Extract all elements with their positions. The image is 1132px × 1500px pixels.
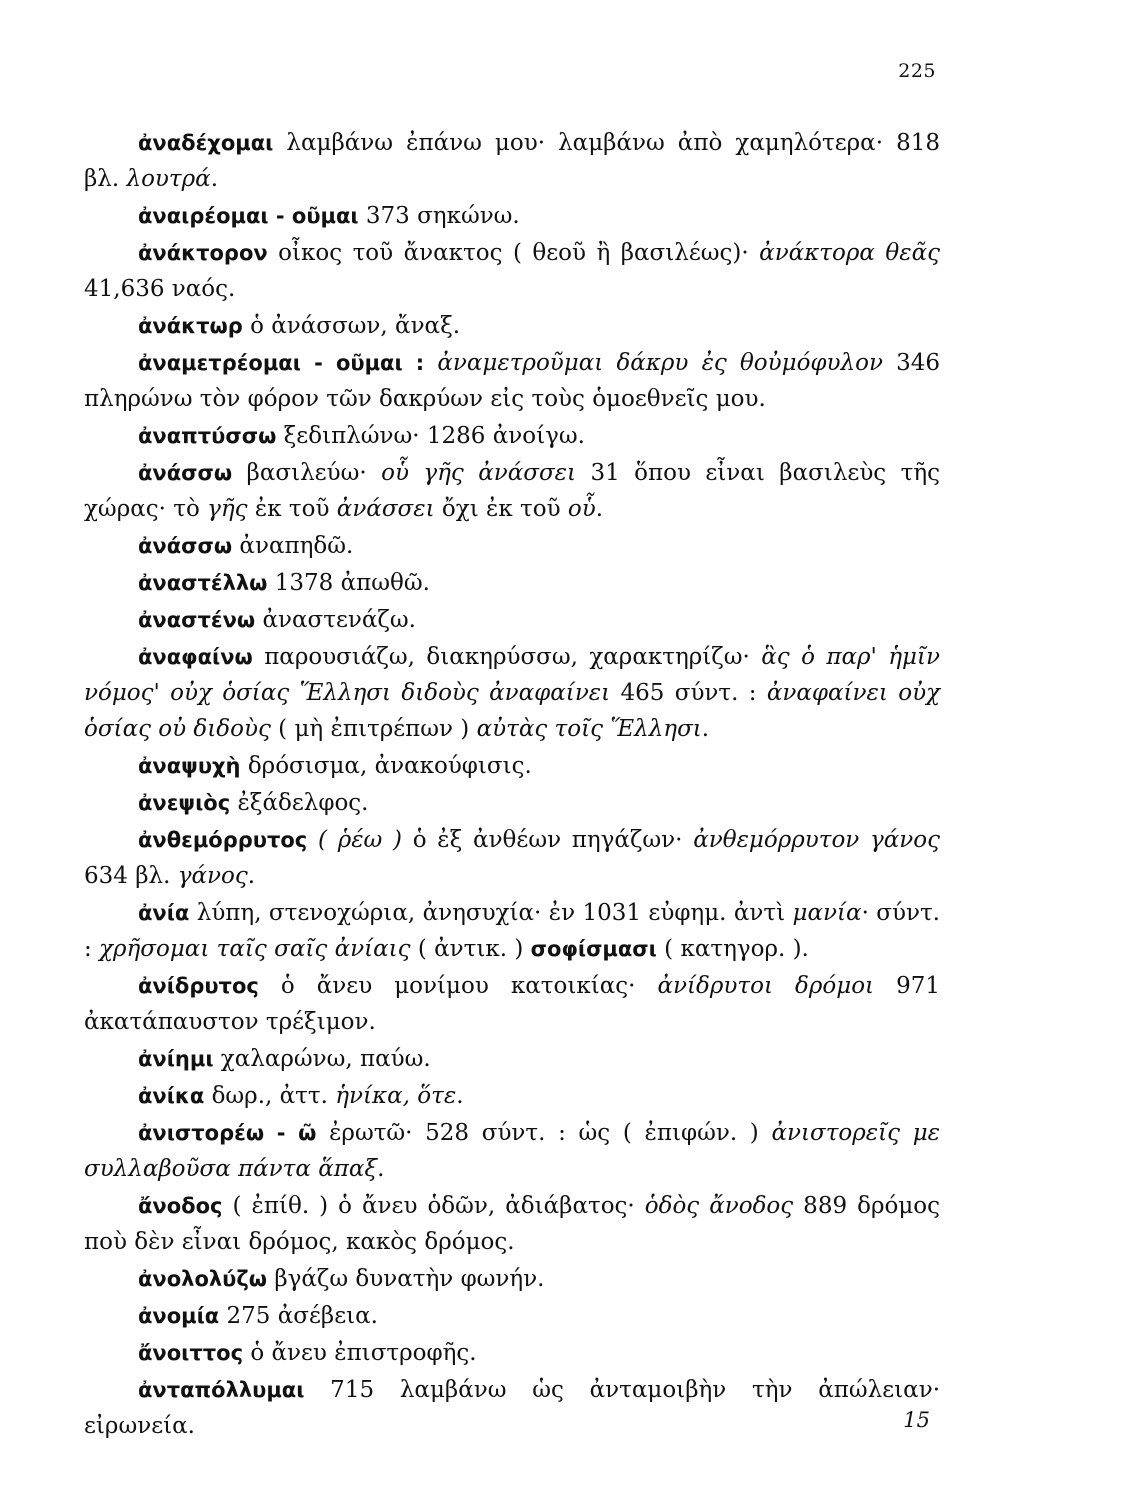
entry-headword: ἀναδέχομαι: [138, 131, 274, 155]
italic-text: ἀναμετροῦμαι δάκρυ ἐς θοὐμόφυλον: [437, 350, 883, 376]
entry-text: οἶκος τοῦ ἄνακτος ( θεοῦ ἢ βασιλέως)·: [267, 240, 760, 266]
entry-text: χαλαρώνω, παύω.: [213, 1046, 431, 1072]
italic-text: χρῆσομαι ταῖς σαῖς ἀνίαις: [99, 936, 411, 962]
entry-headword: ἀναστέλλω: [138, 571, 268, 595]
italic-text: οὗ: [567, 496, 596, 522]
signature-mark: 15: [903, 1408, 930, 1432]
glossary-entry: [84, 1115, 940, 1187]
entry-headword: ἀνάκτωρ: [138, 314, 243, 338]
entry-text: παρουσιάζω, διακηρύσσω, χαρακτηρίζω·: [252, 644, 762, 670]
entry-headword: ἀνιστορέω - ῶ: [138, 1121, 317, 1145]
glossary-entry: [84, 1041, 940, 1077]
entry-text: 275 ἀσέβεια.: [219, 1303, 378, 1329]
entry-headword: ἀναστένω: [138, 608, 256, 632]
entry-text: 346 πληρώνω τὸν φόρον τῶν δακρύων εἰς τοὺς ὁμοεθνεῖς μου.: [84, 350, 941, 412]
entry-headword: ἀνίκα: [138, 1084, 205, 1108]
glossary-entry: [84, 822, 940, 894]
glossary-entry: [84, 785, 940, 821]
entry-headword: ἀνάκτορον: [138, 241, 268, 265]
entry-text: λύπη, στενοχώρια, ἀνησυχία· ἐν 1031 εὐφημ. ἀντὶ: [189, 900, 793, 926]
entry-text: 634 βλ.: [84, 863, 178, 889]
glossary-entry: [84, 1335, 940, 1371]
page-number: 225: [898, 60, 936, 82]
entry-text: 465 σύντ. :: [610, 680, 767, 706]
entry-text: βγάζω δυνατὴν φωνήν.: [267, 1266, 545, 1292]
entry-headword: ἀνθεμόρρυτος: [138, 828, 308, 852]
glossary-entry: [84, 565, 940, 601]
entry-headword: ἄνοδος: [138, 1194, 223, 1218]
bold-text: σοφίσμασι: [530, 937, 657, 961]
entry-text: ξεδιπλώνω· 1286 ἀνοίγω.: [276, 423, 585, 449]
glossary-entry: [84, 1188, 940, 1260]
entry-headword: ἀναπτύσσω: [138, 424, 277, 448]
glossary-entry: [84, 968, 940, 1040]
italic-text: ( ῥέω ): [318, 827, 403, 853]
entry-text: .: [377, 1156, 385, 1182]
entry-headword: ἀνολολύζω: [138, 1267, 268, 1291]
italic-text: οὗ γῆς ἀνάσσει: [381, 460, 577, 486]
entry-text: 889 δρόμος ποὺ δὲν εἶναι δρόμος, κακὸς δρόμος.: [84, 1193, 940, 1255]
entry-text: δωρ., ἀττ.: [204, 1083, 336, 1109]
glossary-entry: [84, 1298, 940, 1334]
entry-text: ἀναπηδῶ.: [232, 533, 354, 559]
glossary-entry: [84, 748, 940, 784]
glossary-entry: [84, 308, 940, 344]
entry-headword: ἀνεψιὸς: [138, 791, 231, 815]
entry-text: ὁ ἐξ ἀνθέων πηγάζων·: [402, 827, 694, 853]
entry-text: .: [456, 1083, 464, 1109]
entry-text: · σύντ. :: [84, 900, 940, 962]
entry-text: ( κατηγορ. ).: [656, 936, 809, 962]
entry-text: λαμβάνω ἐπάνω μου· λαμβάνω ἀπὸ χαμηλότερα· 818 βλ.: [84, 130, 940, 192]
entry-text: ἀναστενάζω.: [255, 607, 416, 633]
italic-text: ἀνάκτορα θεᾶς: [759, 240, 940, 266]
italic-text: λουτρά: [126, 166, 211, 192]
glossary-entry: [84, 528, 940, 564]
entry-headword: ἀνίημι: [138, 1047, 214, 1071]
entry-text: 715 λαμβάνω ὡς ἀνταμοιβὴν τὴν ἀπώλειαν· εἰρωνεία.: [84, 1377, 940, 1439]
italic-text: ὁδὸς ἄνοδος: [644, 1193, 794, 1219]
entry-text: ὄχι ἐκ τοῦ: [434, 496, 568, 522]
entry-headword: ἀναφαίνω: [138, 645, 253, 669]
entry-text: 31 ὅπου εἶναι βασιλεὺς τῆς χώρας· τὸ: [84, 460, 940, 522]
entry-text: ὁ ἄνευ μονίμου κατοικίας·: [258, 973, 658, 999]
entry-headword: ἀναμετρέομαι - οῦμαι :: [138, 351, 425, 375]
entry-text: ( ἐπίθ. ) ὁ ἄνευ ὁδῶν, ἀδιάβατος·: [222, 1193, 645, 1219]
entry-text: [307, 827, 318, 853]
italic-text: αὐτὰς τοῖς Ἕλλησι: [476, 716, 702, 742]
entry-headword: ἀνταπόλλυμαι: [138, 1378, 305, 1402]
entry-headword: ἀνάσσω: [138, 461, 233, 485]
entry-text: 41,636 ναός.: [84, 276, 236, 302]
glossary-entry: [84, 602, 940, 638]
glossary-entry: [84, 1372, 940, 1444]
glossary-entry: [84, 639, 940, 747]
entry-text: 971 ἀκατάπαυστον τρέξιμον.: [84, 973, 941, 1035]
entry-text: .: [701, 716, 710, 742]
italic-text: ἀνάσσει: [336, 496, 435, 522]
entry-headword: ἀνία: [138, 901, 190, 925]
glossary-entry: [84, 418, 940, 454]
italic-text: γῆς: [207, 496, 248, 522]
italic-text: γάνος: [177, 863, 248, 889]
entry-text: [424, 350, 437, 376]
entry-headword: ἀναιρέομαι - οῦμαι: [138, 204, 359, 228]
entry-text: ὁ ἀνάσσων, ἄναξ.: [242, 313, 461, 339]
entry-text: .: [210, 166, 218, 192]
entry-headword: ἀνομία: [138, 1304, 220, 1328]
entry-text: .: [595, 496, 604, 522]
entry-text: ( μὴ ἐπιτρέπων ): [270, 716, 477, 742]
italic-text: ἀνίδρυτοι δρόμοι: [657, 973, 875, 999]
italic-text: ἀνιστορεῖς με συλλαβοῦσα πάντα ἅπαξ: [84, 1120, 941, 1182]
entry-text: ἐρωτῶ· 528 σύντ. : ὡς ( ἐπιφών. ): [316, 1120, 772, 1146]
glossary-entry: [84, 345, 940, 417]
italic-text: ἀναφαίνει οὐχ ὁσίας οὐ διδοὺς: [84, 680, 941, 742]
glossary-entry: [84, 125, 940, 197]
entry-headword: ἀνάσσω: [138, 534, 233, 558]
entry-text: ( ἀντικ. ): [410, 936, 531, 962]
entry-text: ὁ ἄνευ ἐπιστροφῆς.: [243, 1340, 477, 1366]
italic-text: μανία: [792, 900, 862, 926]
entry-text: βασιλεύω·: [232, 460, 382, 486]
glossary-entry: [84, 895, 940, 967]
glossary-entries: [84, 125, 940, 1445]
entry-headword: ἀνίδρυτος: [138, 974, 259, 998]
glossary-entry: [84, 235, 940, 307]
glossary-entry: [84, 1078, 940, 1114]
entry-headword: ἄνοιττος: [138, 1341, 244, 1365]
entry-text: ἐξάδελφος.: [230, 790, 369, 816]
entry-text: δρόσισμα, ἀνακούφισις.: [240, 753, 532, 779]
glossary-entry: [84, 455, 940, 527]
glossary-entry: [84, 1261, 940, 1297]
entry-headword: ἀναψυχὴ: [138, 754, 241, 778]
italic-text: ἃς ὁ παρ' ἡμῖν νόμος' οὐχ ὁσίας Ἕλλησι διδοὺς ἀναφαίνει: [84, 644, 940, 706]
entry-text: 1378 ἀπωθῶ.: [267, 570, 430, 596]
entry-text: .: [247, 863, 256, 889]
glossary-entry: [84, 198, 940, 234]
italic-text: ἀνθεμόρρυτον γάνος: [693, 827, 940, 853]
italic-text: ἡνίκα, ὅτε: [335, 1083, 457, 1109]
entry-text: ἐκ τοῦ: [247, 496, 337, 522]
entry-text: 373 σηκώνω.: [358, 203, 520, 229]
